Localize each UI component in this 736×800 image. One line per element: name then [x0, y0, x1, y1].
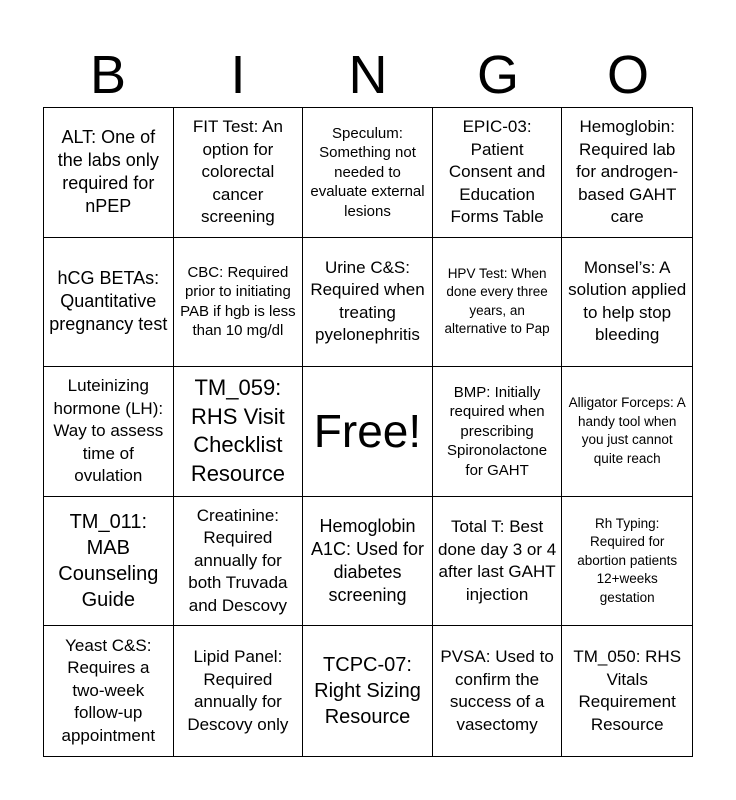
bingo-cell[interactable]: [44, 497, 174, 627]
bingo-cell[interactable]: [44, 626, 174, 756]
bingo-cell[interactable]: [562, 108, 692, 238]
cell-text: TCPC-07: Right Sizing Resource: [314, 654, 421, 729]
cell-text: Hemoglobin A1C: Used for diabetes screening: [310, 516, 425, 606]
cell-text: HPV Test: When done every three years, an alternative to Pap: [444, 265, 550, 337]
bingo-cell[interactable]: [433, 238, 563, 368]
cell-text: CBC: Required prior to initiating PAB if hgb is less than 10 mg/dl: [180, 263, 296, 340]
bingo-cell[interactable]: [174, 497, 304, 627]
bingo-cell[interactable]: [562, 626, 692, 756]
bingo-cell[interactable]: [433, 626, 563, 756]
cell-text: Rh Typing: Required for abortion patients 12+weeks gestation: [577, 515, 678, 605]
bingo-cell[interactable]: [433, 497, 563, 627]
header-letter-b: B: [89, 45, 127, 105]
bingo-cell[interactable]: [174, 238, 304, 368]
cell-text: Alligator Forceps: A handy tool when you just cannot quite reach: [568, 395, 686, 466]
bingo-cell[interactable]: [174, 108, 304, 238]
cell-text: TM_059: RHS Visit Checklist Resource: [190, 375, 285, 486]
cell-text: Urine C&S: Required when treating pyelonephritis: [310, 257, 425, 345]
cell-text: BMP: Initially required when prescribing Spironolactone for GAHT: [447, 383, 548, 479]
bingo-cell[interactable]: [303, 108, 433, 238]
cell-text: Total T: Best done day 3 or 4 after last GAHT injection: [438, 517, 557, 604]
bingo-cell[interactable]: [44, 108, 174, 238]
bingo-cell[interactable]: [303, 497, 433, 627]
free-space[interactable]: [303, 367, 433, 497]
cell-text: TM_050: RHS Vitals Requirement Resource: [573, 647, 682, 734]
header-letter-g: G: [476, 45, 519, 105]
bingo-cell[interactable]: [44, 367, 174, 497]
cell-text: Luteinizing hormone (LH): Way to assess time of ovulation: [53, 376, 164, 486]
bingo-cell[interactable]: [303, 238, 433, 368]
bingo-cell[interactable]: [174, 367, 304, 497]
bingo-cell[interactable]: [44, 238, 174, 368]
cell-text: ALT: One of the labs only required for nPEP: [57, 127, 159, 217]
bingo-cell[interactable]: [174, 626, 304, 756]
bingo-cell[interactable]: [433, 367, 563, 497]
cell-text: PVSA: Used to confirm the success of a vasectomy: [440, 647, 554, 734]
cell-text: Yeast C&S: Requires a two-week follow-up appointment: [61, 635, 156, 745]
cell-text: EPIC-03: Patient Consent and Education Forms Table: [448, 117, 546, 227]
cell-text: hCG BETAs: Quantitative pregnancy test: [49, 268, 168, 335]
bingo-cell[interactable]: [433, 108, 563, 238]
cell-text: TM_011: MAB Counseling Guide: [58, 511, 159, 612]
cell-text: Monsel’s: A solution applied to help stop bleeding: [568, 257, 687, 345]
cell-text: Creatinine: Required annually for both Truvada and Descovy: [188, 505, 288, 615]
bingo-cell[interactable]: [303, 626, 433, 756]
header-letter-i: I: [230, 45, 246, 105]
header-letter-n: N: [348, 45, 388, 105]
bingo-header: [43, 42, 693, 108]
cell-text: Lipid Panel: Required annually for Descovy only: [187, 647, 289, 734]
header-letter-o: O: [606, 45, 649, 105]
bingo-grid: [43, 107, 693, 757]
bingo-cell[interactable]: [562, 238, 692, 368]
bingo-cell[interactable]: [562, 367, 692, 497]
bingo-cell[interactable]: [562, 497, 692, 627]
cell-text: Hemoglobin: Required lab for androgen-based GAHT care: [576, 117, 679, 227]
cell-text: FIT Test: An option for colorectal cancer screening: [192, 117, 283, 227]
cell-text: Speculum: Something not needed to evaluate external lesions: [310, 124, 425, 220]
cell-text: Free!: [313, 405, 422, 458]
